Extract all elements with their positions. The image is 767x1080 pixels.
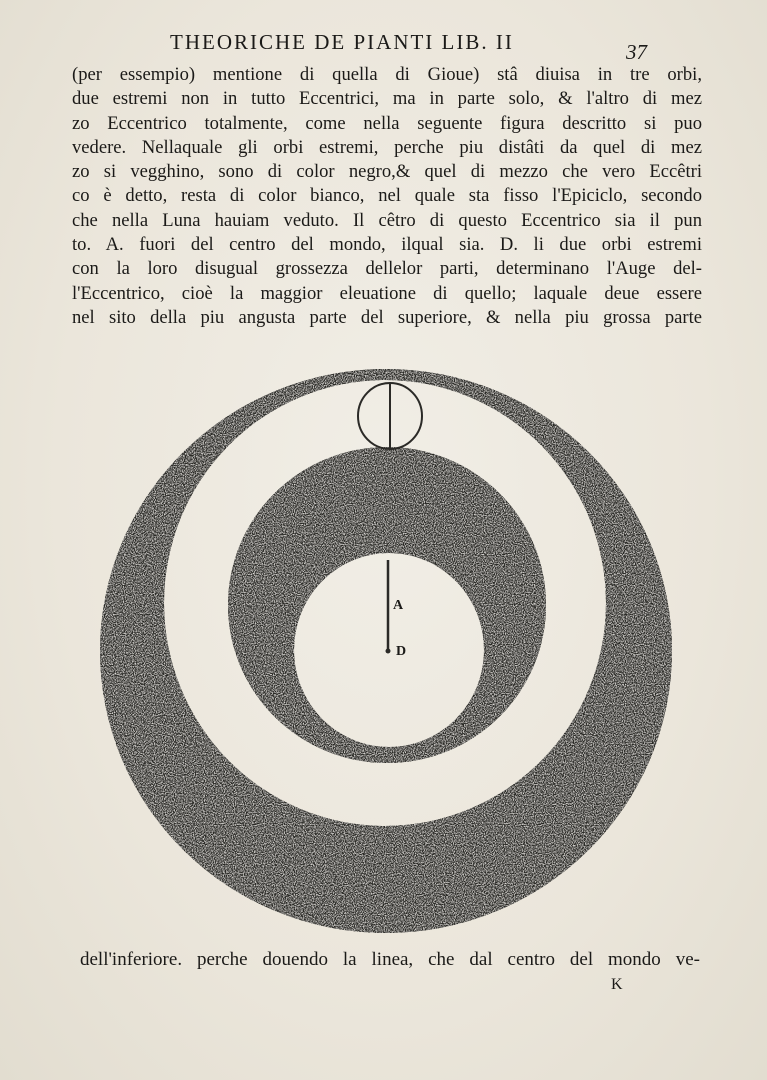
text-line: che nella Luna hauiam veduto. Il cêtro di questo Eccentrico sia il pun (72, 209, 702, 231)
text-line: nel sito della piu angusta parte del superiore, & nella piu grossa parte (72, 306, 702, 328)
text-line: con la loro disugual grossezza dellelor parti, determinano l'Auge del- (72, 258, 702, 280)
label-a: A (393, 598, 404, 613)
text-line: zo si vegghino, sono di color negro,& quel di mezzo che vero Eccêtri (72, 161, 702, 183)
catchword: K (611, 976, 623, 993)
text-line: to. A. fuori del centro del mondo, ilqual sia. D. li due orbi estremi (72, 234, 702, 256)
bottom-text-line: dell'inferiore. perche douendo la linea, che dal centro del mondo ve- (80, 949, 700, 970)
point-d (386, 649, 391, 654)
text-line: due estremi non in tutto Eccentrici, ma in parte solo, & l'altro di mez (72, 88, 702, 110)
text-line: co è detto, resta di color bianco, nel quale sta fisso l'Epiciclo, secondo (72, 185, 702, 207)
text-line: (per essempio) mentione di quella di Gioue) stâ diuisa in tre orbi, (72, 64, 702, 85)
label-d: D (396, 644, 407, 659)
text-line: zo Eccentrico totalmente, come nella seguente figura descritto si puo (72, 112, 702, 134)
page-number: 37 (626, 40, 647, 64)
running-head: THEORICHE DE PIANTI LIB. II (170, 30, 514, 54)
text-line: vedere. Nellaquale gli orbi estremi, perche piu distâti da quel di mez (72, 136, 702, 158)
text-line: l'Eccentrico, cioè la maggior eleuatione di quello; laquale deue essere (72, 282, 702, 304)
